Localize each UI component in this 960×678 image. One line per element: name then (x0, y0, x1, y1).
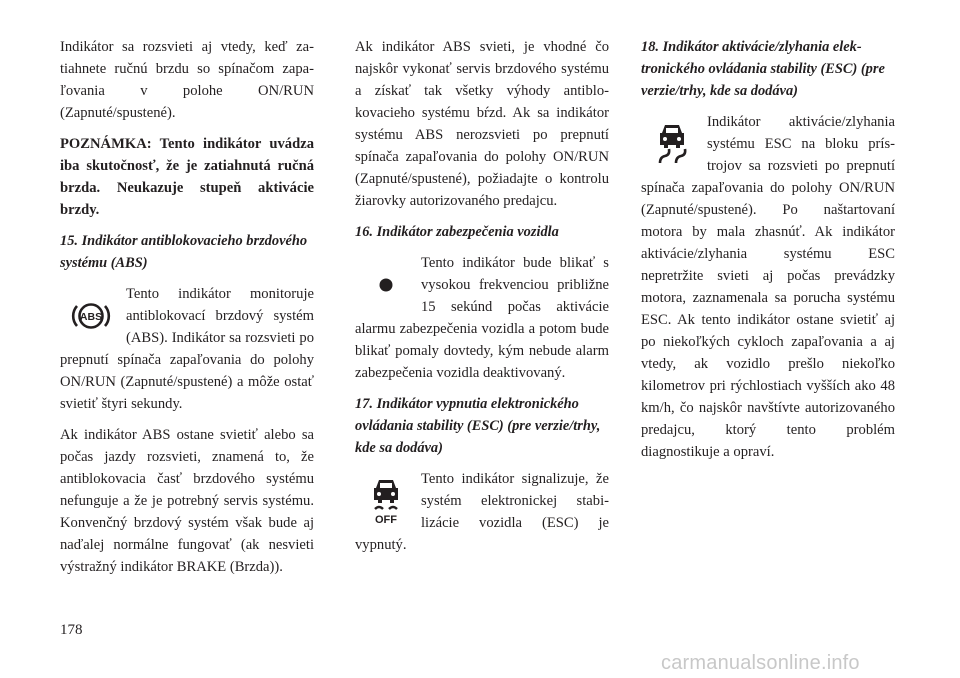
esc-activation-description: Indikátor aktivácie/zlyhania systému ESC na bloku prístrojov sa rozsvieti po prepnutí spínača zapaľovania do polohy ON/RUN (Zapnuté/spustené). Po naštartovaní motora by mala zhasnúť. Ak indikátor aktivácie/zlyhania systému ESC nepretržite svieti aj počas prevádzky motora, zaznamenala sa porucha systému ESC. Ak tento indikátor ostane svietiť aj po niekoľkých cykloch zapaľovania a aj vtedy, ak vozidlo prešlo niekoľko kilometrov pri rýchlostiach vyšších ako 48 km/h, čo najskôr navštívte autorizovaného predajcu, ktorý tento problém diagnostikuje a opraví. (641, 114, 895, 460)
section-heading-esc-activation: 18. Indikátor aktivácie/zlyhania elektronického ovládania stability (ESC) (pre verzie/trhy, kde sa dodáva) (641, 39, 885, 99)
esc-activation-icon (641, 113, 703, 175)
section-esc-activation-text (641, 111, 895, 463)
section-esc-off-text (355, 468, 609, 556)
column-middle (355, 36, 609, 565)
column-left (60, 36, 314, 587)
section-heading-security: 16. Indikátor zabezpečenia vozidla (355, 224, 559, 240)
paragraph: Indikátor sa rozsvieti aj vtedy, keď zatiahnete ručnú brzdu so spínačom zapaľovania v polohe ON/RUN (Zapnuté/spustené). (60, 39, 314, 121)
note-paragraph: POZNÁMKA: Tento indikátor uvádza iba skutočnosť, že je zatiahnutá ručná brzda. Neukazuje stupeň aktivácie brzdy. (60, 136, 314, 218)
esc-off-description: Tento indikátor signalizuje, že systém elektronickej stabilizácie vozidla (ESC) je vypnutý. (355, 471, 609, 553)
section-heading-abs: 15. Indikátor antiblokovacieho brzdového systému (ABS) (60, 233, 308, 271)
paragraph: Ak indikátor ABS ostane svietiť alebo sa počas jazdy rozsvieti, znamená to, že antiblokovacia časť brzdového systému nefunguje a že je potrebný servis systému. Konvenčný brzdový systém však bude aj naďalej normálne fungovať (ak nesvieti výstražný indikátor BRAKE (Brzda)). (60, 427, 314, 575)
section-abs-text (60, 283, 314, 415)
column-right (641, 36, 895, 472)
section-security-text (355, 252, 609, 384)
security-description: Tento indikátor bude blikať s vysokou frekvenciou približne 15 sekúnd počas aktivácie alarmu zabezpečenia vozidla a potom bude blikať pomaly dovtedy, kým nebude alarm zabezpečenia vozidla deaktivovaný. (355, 255, 609, 381)
abs-icon-label: ABS (79, 311, 103, 323)
security-dot-icon (355, 254, 417, 316)
abs-description: Tento indikátor monitoruje antiblokovací brzdový systém (ABS). Indikátor sa rozsvieti po prepnutí spínača zapaľovania do polohy ON/RUN (Zapnuté/spustené) a môže ostať svietiť štyri sekundy. (60, 286, 314, 412)
esc-off-icon (355, 470, 417, 532)
watermark: carmanualsonline.info (661, 652, 860, 674)
abs-icon (60, 285, 122, 347)
esc-off-label: OFF (375, 514, 397, 526)
page-number: 178 (60, 622, 83, 638)
section-heading-esc-off: 17. Indikátor vypnutia elektronického ovládania stability (ESC) (pre verzie/trhy, kde sa dodáva) (355, 396, 601, 456)
paragraph: Ak indikátor ABS svieti, je vhodné čo najskôr vykonať servis brzdového systému a získať tak všetky výhody antiblokovacieho systému bŕzd. Ak sa indikátor systému ABS nerozsvieti po prepnutí spínača zapaľovania do polohy ON/RUN (Zapnuté/spustené), požiadajte o kontrolu žiarovky autorizovaného predajcu. (355, 39, 609, 209)
